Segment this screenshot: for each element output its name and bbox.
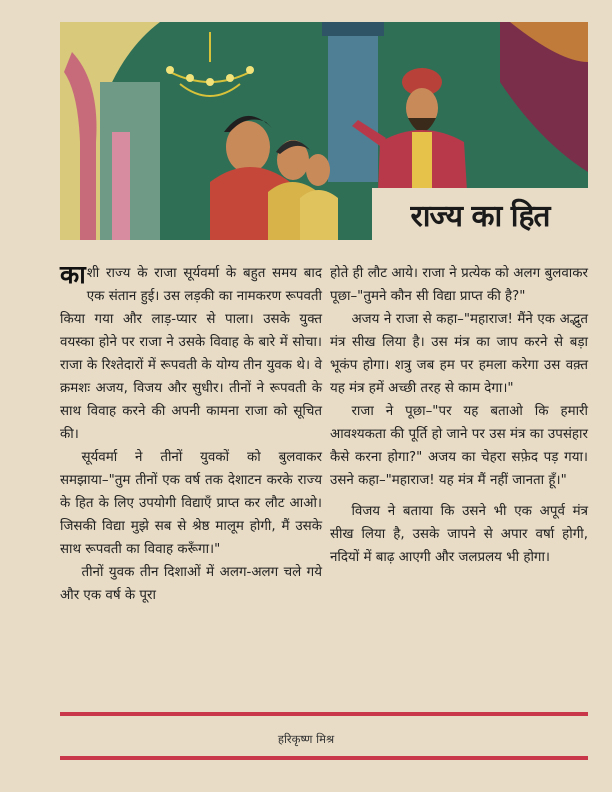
paragraph-2: सूर्यवर्मा ने तीनों युवकों को बुलवाकर समझाया–"तुम तीनों एक वर्ष तक देशाटन करके राज्य के हित के लिए उपयोगी विद्याएँ प्राप्त कर लौट आओ। जिसकी विद्या मुझे सब से श्रेष्ठ मालूम होगी, मैं उसके साथ रूपवती का विवाह करूँगा।" [60,450,322,557]
story-title: राज्य का हित [410,198,550,234]
paragraph-5: अजय ने राजा से कहा–"महाराज! मैंने एक अद्भुत मंत्र सीख लिया है। उस मंत्र का जाप करने से बड़ा भूकंप होगा। शत्रु जब हम पर हमला करेगा उस वक़्त यह मंत्र हमें अच्छी तरह से काम देगा।" [330,312,588,396]
left-column [60,262,322,607]
top-divider-rule [60,712,588,716]
dropcap-letter: का [60,260,86,289]
paragraph-6: राजा ने पूछा–"पर यह बताओ कि हमारी आवश्यकता की पूर्ति हो जाने पर उस मंत्र का उपसंहार कैसे करना होगा?" अजय का चेहरा सफ़ेद पड़ गया। उसने कहा–"महाराज! यह मंत्र मैं नहीं जानता हूँ।" [330,404,588,488]
paragraph-4: होते ही लौट आये। राजा ने प्रत्येक को अलग बुलवाकर पूछा–"तुमने कौन सी विद्या प्राप्त की है?" [330,266,588,304]
bottom-divider-rule [60,756,588,760]
author-name: हरिकृष्ण मिश्र [277,732,335,746]
title-box [372,188,588,240]
right-column [330,262,588,569]
paragraph-3: तीनों युवक तीन दिशाओं में अलग-अलग चले गये और एक वर्ष के पूरा [60,565,322,603]
paragraph-7: विजय ने बताया कि उसने भी एक अपूर्व मंत्र सीख लिया है, उसके जापने से अपार वर्षा होगी, नदियों में बाढ़ आएगी और जलप्रलय भी होगा। [330,504,588,565]
paragraph-1-text: शी राज्य के राजा सूर्यवर्मा के बहुत समय बाद एक संतान हुई। उस लड़की का नामकरण रूपवती किया गया और लाड़-प्यार से पाला। उसके युक्त वयस्का होने पर राजा ने उसके विवाह के बारे में सोचा। राजा के रिश्तेदारों में रूपवती के योग्य तीन युवक थे। वे क्रमशः अजय, विजय और सुधीर। तीनों ने रूपवती के साथ विवाह करने की अपनी कामना राजा को सूचित की। [60,266,322,442]
paragraph-1 [60,262,322,446]
